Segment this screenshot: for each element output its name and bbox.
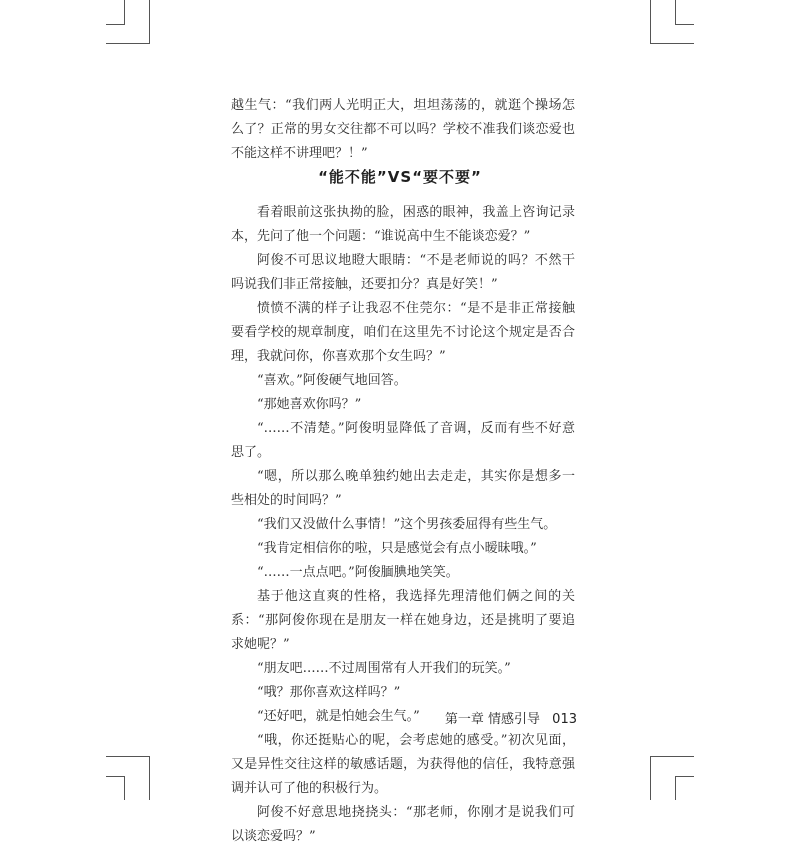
section-label: 情感引导	[488, 712, 541, 727]
paragraph: 阿俊不可思议地瞪大眼睛：“不是老师说的吗？不然干吗说我们非正常接触，还要扣分？真是好笑！”	[231, 253, 575, 292]
chapter-label: 第一章	[444, 712, 484, 727]
crop-mark	[650, 756, 694, 757]
opening-paragraph: 越生气：“我们两人光明正大，坦坦荡荡的，就逛个操场怎么了？正常的男女交往都不可以吗？学校不准我们谈恋爱也不能这样不讲理吧？！”	[231, 98, 575, 161]
paragraph: “嗯，所以那么晚单独约她出去走走，其实你是想多一些相处的时间吗？”	[231, 469, 575, 508]
crop-mark	[106, 776, 125, 777]
paragraph: “我们又没做什么事情！”这个男孩委屈得有些生气。	[257, 517, 557, 532]
paragraph: 阿俊不好意思地挠挠头：“那老师，你刚才是说我们可以谈恋爱吗？”	[231, 805, 575, 844]
page-footer	[445, 708, 577, 727]
paragraph: “那她喜欢你吗？”	[257, 397, 362, 412]
crop-mark	[106, 756, 150, 757]
paragraph: “……不清楚。”阿俊明显降低了音调，反而有些不好意思了。	[231, 421, 575, 460]
crop-mark	[675, 776, 676, 800]
paragraph: “喜欢。”阿俊硬气地回答。	[257, 373, 407, 388]
paragraph: “朋友吧……不过周围常有人开我们的玩笑。”	[257, 661, 511, 676]
page-number: 013	[552, 712, 577, 727]
crop-mark	[124, 776, 125, 800]
paragraph: “还好吧，就是怕她会生气。”	[257, 709, 420, 724]
paragraph: 基于他这直爽的性格，我选择先理清他们俩之间的关系：“那阿俊你现在是朋友一样在她身边，还是挑明了要追求她呢？”	[231, 589, 575, 652]
paragraph: 看着眼前这张执拗的脸，困惑的眼神，我盖上咨询记录本，先问了他一个问题：“谁说高中生不能谈恋爱？”	[231, 205, 575, 244]
crop-mark	[106, 43, 150, 44]
crop-mark	[124, 0, 125, 24]
crop-mark	[650, 43, 694, 44]
paragraph: 愤愤不满的样子让我忍不住莞尔：“是不是非正常接触要看学校的规章制度，咱们在这里先不讨论这个规定是否合理，我就问你，你喜欢那个女生吗？”	[231, 301, 575, 364]
crop-mark	[675, 24, 694, 25]
book-page	[150, 0, 650, 844]
crop-mark	[650, 756, 651, 800]
paragraph: “哦？那你喜欢这样吗？”	[257, 685, 401, 700]
crop-mark	[675, 776, 694, 777]
crop-mark	[675, 0, 676, 24]
section-heading: “能不能”VS“要不要”	[318, 168, 482, 186]
paragraph: “哦，你还挺贴心的呢，会考虑她的感受。”初次见面，又是异性交往这样的敏感话题，为获得他的信任，我特意强调并认可了他的积极行为。	[231, 733, 575, 796]
crop-mark	[650, 0, 651, 44]
paragraph: “……一点点吧。”阿俊腼腆地笑笑。	[257, 565, 459, 580]
paragraph: “我肯定相信你的啦，只是感觉会有点小暧昧哦。”	[257, 541, 537, 556]
body-text	[231, 201, 575, 849]
crop-mark	[106, 24, 125, 25]
